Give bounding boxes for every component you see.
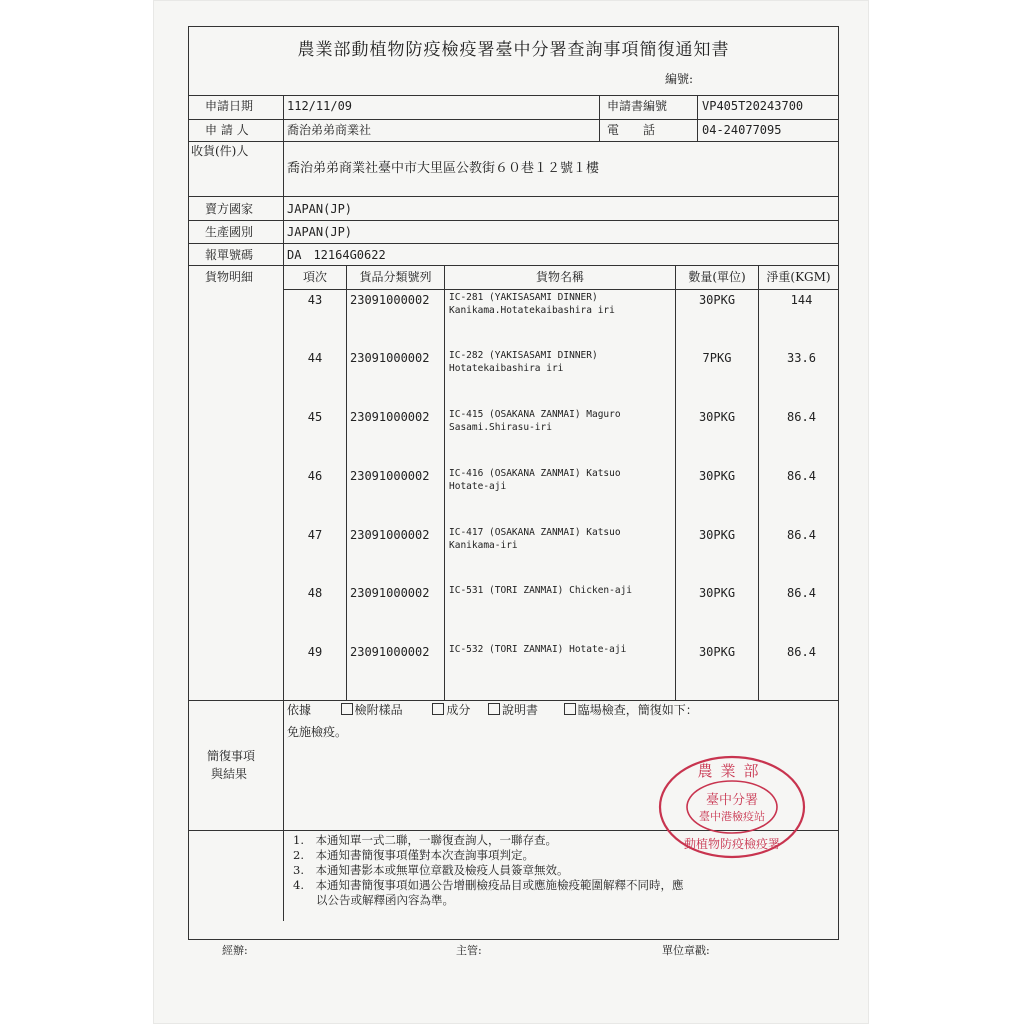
row-code: 23091000002 bbox=[350, 528, 430, 542]
row-weight: 33.6 bbox=[787, 351, 816, 365]
row-name-line1: IC-416 (OSAKANA ZANMAI) Katsuo bbox=[449, 468, 621, 479]
seal-text-mid2: 臺中港檢疫站 bbox=[699, 810, 765, 823]
row-qty: 30PKG bbox=[698, 586, 736, 600]
row-code: 23091000002 bbox=[350, 469, 430, 483]
origin-country-value: JAPAN(JP) bbox=[287, 225, 353, 239]
row-code: 23091000002 bbox=[350, 645, 430, 659]
row-qty: 30PKG bbox=[698, 645, 736, 659]
row-item: 47 bbox=[307, 528, 323, 542]
basis-label: 依據 bbox=[287, 703, 312, 717]
reply-section-label-2: 與結果 bbox=[211, 767, 248, 781]
manual-label: 說明書 bbox=[502, 703, 539, 717]
seal-text-mid1: 臺中分署 bbox=[705, 793, 759, 808]
row-weight: 86.4 bbox=[787, 645, 816, 659]
apply-date-label: 申請日期 bbox=[205, 99, 254, 113]
note-item: 1. 本通知單一式二聯，一聯復查詢人，一聯存查。 bbox=[293, 833, 557, 847]
row-name-line2: Hotate-aji bbox=[449, 481, 507, 492]
handler-label: 經辦: bbox=[222, 944, 248, 957]
unit-seal-label: 單位章戳: bbox=[662, 944, 710, 957]
row-name-line2: Kanikama-iri bbox=[449, 540, 518, 551]
seal-text-top: 農業部 bbox=[697, 762, 767, 780]
row-name-line1: IC-532 (TORI ZANMAI) Hotate-aji bbox=[449, 644, 627, 655]
composition-checkbox[interactable] bbox=[432, 703, 444, 715]
row-name-line1: IC-417 (OSAKANA ZANMAI) Katsuo bbox=[449, 527, 621, 538]
row-qty: 30PKG bbox=[698, 293, 736, 307]
col-header-qty: 數量(單位) bbox=[688, 270, 746, 284]
row-code: 23091000002 bbox=[350, 293, 430, 307]
onsite-inspection-label: 臨場檢查，簡復如下： bbox=[577, 703, 698, 717]
notes-list bbox=[293, 833, 683, 908]
row-name-line2: Sasami.Shirasu-iri bbox=[449, 422, 552, 433]
consignee-value: 喬治弟弟商業社臺中市大里區公教街６０巷１２號１樓 bbox=[287, 161, 600, 176]
row-qty: 7PKG bbox=[702, 351, 732, 365]
phone-value: 04-24077095 bbox=[702, 123, 782, 137]
row-weight: 86.4 bbox=[787, 469, 816, 483]
consignee-label: 收貨(件)人 bbox=[191, 144, 249, 158]
seller-country-label: 賣方國家 bbox=[205, 202, 254, 216]
col-header-weight: 淨重(KGM) bbox=[766, 270, 831, 284]
row-weight: 86.4 bbox=[787, 410, 816, 424]
apply-date-value: 112/11/09 bbox=[287, 99, 353, 113]
row-name-line1: IC-415 (OSAKANA ZANMAI) Maguro bbox=[449, 409, 621, 420]
applicant-value: 喬治弟弟商業社 bbox=[287, 123, 372, 137]
seal-text-bottom: 動植物防疫檢疫署 bbox=[683, 837, 781, 851]
col-header-code: 貨品分類號列 bbox=[359, 270, 432, 284]
note-item: 4. 本通知書簡復事項如遇公告增刪檢疫品目或應施檢疫範圍解釋不同時，應 bbox=[293, 878, 684, 892]
origin-country-label: 生產國別 bbox=[205, 225, 254, 239]
reply-section-label-1: 簡復事項 bbox=[207, 749, 256, 763]
goods-section-label: 貨物明細 bbox=[205, 270, 254, 284]
basis-line bbox=[287, 703, 698, 717]
row-name-line1: IC-281 (YAKISASAMI DINNER) bbox=[449, 292, 598, 303]
row-code: 23091000002 bbox=[350, 351, 430, 365]
row-item: 48 bbox=[307, 586, 323, 600]
supervisor-label: 主管: bbox=[456, 944, 482, 957]
sample-checkbox[interactable] bbox=[341, 703, 353, 715]
row-qty: 30PKG bbox=[698, 469, 736, 483]
seller-country-value: JAPAN(JP) bbox=[287, 202, 353, 216]
row-weight: 86.4 bbox=[787, 528, 816, 542]
note-item: 2. 本通知書簡復事項僅對本次查詢事項判定。 bbox=[293, 848, 534, 862]
col-header-item: 項次 bbox=[302, 270, 327, 284]
apply-no-value: VP405T20243700 bbox=[702, 99, 804, 113]
row-weight: 86.4 bbox=[787, 586, 816, 600]
row-item: 49 bbox=[307, 645, 323, 659]
applicant-label: 申 請 人 bbox=[205, 123, 249, 137]
document-title: 農業部動植物防疫檢疫署臺中分署查詢事項簡復通知書 bbox=[297, 40, 730, 60]
declaration-no-value: DA 12164G0622 bbox=[287, 248, 386, 262]
row-item: 44 bbox=[307, 351, 323, 365]
sample-label: 檢附樣品 bbox=[354, 703, 403, 717]
row-code: 23091000002 bbox=[350, 586, 430, 600]
composition-label: 成分 bbox=[446, 703, 471, 717]
row-item: 43 bbox=[307, 293, 323, 307]
row-item: 46 bbox=[307, 469, 323, 483]
phone-label: 電 話 bbox=[607, 123, 656, 137]
apply-no-label: 申請書編號 bbox=[607, 99, 668, 113]
row-name-line1: IC-282 (YAKISASAMI DINNER) bbox=[449, 350, 598, 361]
reply-result: 免施檢疫。 bbox=[287, 725, 348, 739]
row-name-line2: Hotatekaibashira iri bbox=[449, 363, 564, 374]
official-seal bbox=[658, 752, 806, 862]
note-item: 3. 本通知書影本或無單位章戳及檢疫人員簽章無效。 bbox=[293, 863, 569, 877]
serial-number-label: 編號: bbox=[665, 72, 694, 86]
row-item: 45 bbox=[307, 410, 323, 424]
col-header-name: 貨物名稱 bbox=[535, 270, 584, 284]
onsite-inspection-checkbox[interactable] bbox=[564, 703, 576, 715]
row-weight: 144 bbox=[790, 293, 813, 307]
declaration-no-label: 報單號碼 bbox=[205, 248, 254, 262]
row-qty: 30PKG bbox=[698, 528, 736, 542]
note-item: 以公告或解釋函內容為準。 bbox=[293, 893, 454, 907]
row-name-line2: Kanikama.Hotatekaibashira iri bbox=[449, 305, 615, 316]
row-code: 23091000002 bbox=[350, 410, 430, 424]
manual-checkbox[interactable] bbox=[488, 703, 500, 715]
row-name-line1: IC-531 (TORI ZANMAI) Chicken-aji bbox=[449, 585, 633, 596]
row-qty: 30PKG bbox=[698, 410, 736, 424]
